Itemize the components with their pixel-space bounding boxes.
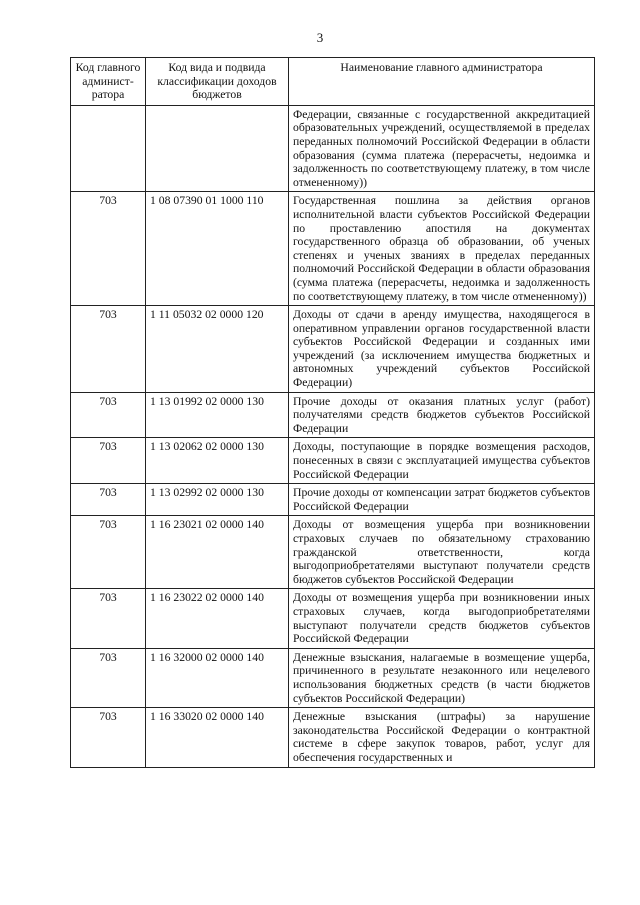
cell-admin-code: 703 bbox=[71, 648, 146, 707]
cell-revenue-code: 1 13 01992 02 0000 130 bbox=[146, 392, 289, 438]
cell-revenue-code: 1 08 07390 01 1000 110 bbox=[146, 192, 289, 306]
table-row bbox=[71, 708, 595, 767]
cell-admin-name: Доходы от возмещения ущерба при возникновении иных страховых случаев, когда выгодоприобретателями выступают получатели средств бюджетов субъектов Российской Федерации bbox=[289, 589, 595, 648]
cell-admin-code: 703 bbox=[71, 516, 146, 589]
cell-revenue-code bbox=[146, 105, 289, 192]
cell-admin-code bbox=[71, 105, 146, 192]
table-row bbox=[71, 306, 595, 393]
cell-admin-name: Доходы от сдачи в аренду имущества, находящегося в оперативном управлении органов государственной власти субъектов Российской Федерации и созданных ими учреждений (за исключением имущества бюджетных и автономных учреждений субъектов Российской Федерации) bbox=[289, 306, 595, 393]
cell-revenue-code: 1 16 23021 02 0000 140 bbox=[146, 516, 289, 589]
cell-admin-name: Доходы, поступающие в порядке возмещения расходов, понесенных в связи с эксплуатацией имущества субъектов Российской Федерации bbox=[289, 438, 595, 484]
cell-admin-name: Денежные взыскания, налагаемые в возмещение ущерба, причиненного в результате незаконного или нецелевого использования бюджетных средств (в части бюджетов субъектов Российской Федерации) bbox=[289, 648, 595, 707]
revenue-administrators-table bbox=[70, 57, 595, 768]
header-admin-code: Код главного админист-ратора bbox=[71, 58, 146, 106]
cell-admin-code: 703 bbox=[71, 484, 146, 516]
cell-admin-code: 703 bbox=[71, 192, 146, 306]
cell-admin-code: 703 bbox=[71, 306, 146, 393]
cell-admin-code: 703 bbox=[71, 438, 146, 484]
cell-revenue-code: 1 11 05032 02 0000 120 bbox=[146, 306, 289, 393]
cell-revenue-code: 1 13 02062 02 0000 130 bbox=[146, 438, 289, 484]
cell-admin-name: Прочие доходы от оказания платных услуг (работ) получателями средств бюджетов субъектов Российской Федерации bbox=[289, 392, 595, 438]
cell-revenue-code: 1 16 33020 02 0000 140 bbox=[146, 708, 289, 767]
table-row bbox=[71, 589, 595, 648]
cell-admin-code: 703 bbox=[71, 589, 146, 648]
cell-admin-name: Доходы от возмещения ущерба при возникновении страховых случаев по обязательному страхованию гражданской ответственности, когда выгодоприобретателями выступают получатели средств бюджетов субъектов Российской Федерации bbox=[289, 516, 595, 589]
cell-admin-name: Государственная пошлина за действия органов исполнительной власти субъектов Российской Федерации по проставлению апостиля на документах государственного образца об образовании, об ученых степенях и ученых званиях в пределах переданных полномочий Российской Федерации в области образования (сумма платежа (перерасчеты, недоимка и задолженность по соответствующему платежу, в том числе отмененному)) bbox=[289, 192, 595, 306]
table-row bbox=[71, 192, 595, 306]
table-header-row bbox=[71, 58, 595, 106]
header-admin-name: Наименование главного администратора bbox=[289, 58, 595, 106]
table-row bbox=[71, 392, 595, 438]
cell-revenue-code: 1 16 23022 02 0000 140 bbox=[146, 589, 289, 648]
cell-revenue-code: 1 13 02992 02 0000 130 bbox=[146, 484, 289, 516]
table-row bbox=[71, 516, 595, 589]
table-row bbox=[71, 438, 595, 484]
page-number: 3 bbox=[316, 30, 324, 45]
table-row bbox=[71, 484, 595, 516]
cell-revenue-code: 1 16 32000 02 0000 140 bbox=[146, 648, 289, 707]
cell-admin-code: 703 bbox=[71, 708, 146, 767]
cell-admin-code: 703 bbox=[71, 392, 146, 438]
cell-admin-name: Денежные взыскания (штрафы) за нарушение законодательства Российской Федерации о контрактной системе в сфере закупок товаров, работ, услуг для обеспечения государственных и bbox=[289, 708, 595, 767]
table-row bbox=[71, 648, 595, 707]
table-row bbox=[71, 105, 595, 192]
header-revenue-code: Код вида и подвида классификации доходов бюджетов bbox=[146, 58, 289, 106]
cell-admin-name: Федерации, связанные с государственной аккредитацией образовательных учреждений, осуществляемой в пределах переданных полномочий Российской Федерации в области образования (сумма платежа (перерасчеты, недоимка и задолженность по соответствующему платежу, в том числе отмененному)) bbox=[289, 105, 595, 192]
cell-admin-name: Прочие доходы от компенсации затрат бюджетов субъектов Российской Федерации bbox=[289, 484, 595, 516]
